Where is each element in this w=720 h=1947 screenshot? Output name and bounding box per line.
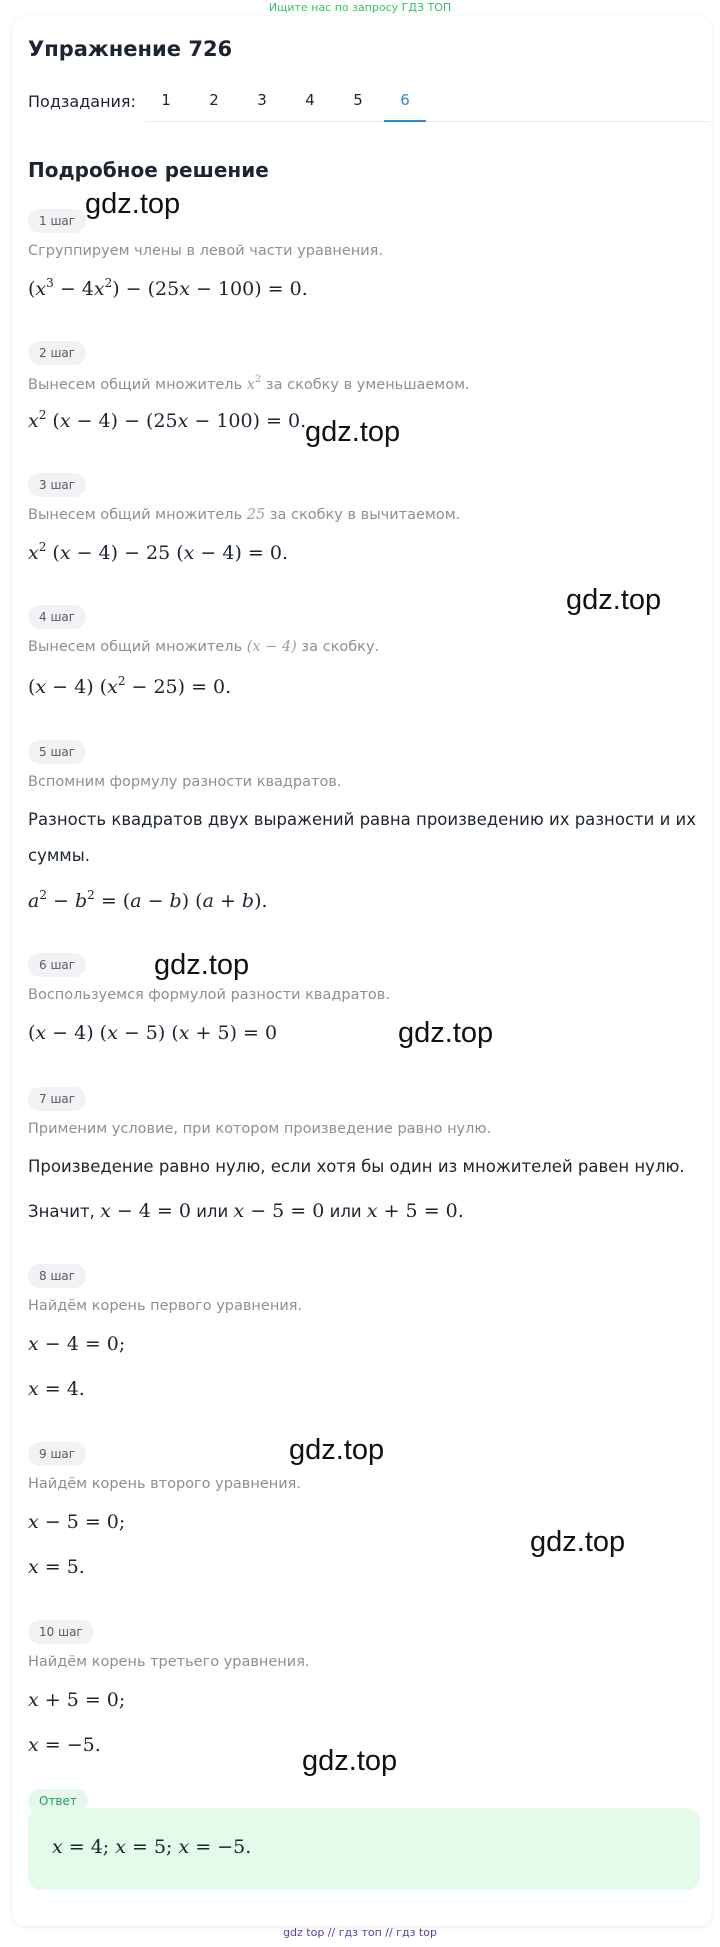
step-badge: 6 шаг: [28, 953, 86, 977]
math-line: (x − 4) $(x^2 - 25) = 0$.: [28, 674, 232, 698]
step-hint: Найдём корень второго уравнения.: [28, 1476, 301, 1492]
step-badge: 4 шаг: [28, 605, 86, 629]
answer-badge: Ответ: [28, 1789, 88, 1813]
step-hint: Вынесем общий множитель (x − 4) за скобку.: [28, 639, 380, 655]
step-badge: 5 шаг: [28, 740, 86, 764]
step-badge: 1 шаг: [28, 209, 86, 233]
math-line: $x^2$ (x − 4) − (25x − 100) = 0.: [28, 408, 307, 432]
math-line: $(x^3 - 4x^2) - (25x - 100) = 0$.: [28, 276, 308, 300]
tab-3[interactable]: 3: [257, 91, 267, 109]
tab-4[interactable]: 4: [305, 91, 315, 109]
tab-1[interactable]: 1: [161, 91, 171, 109]
step-hint: Найдём корень первого уравнения.: [28, 1298, 303, 1314]
subtasks-label: Подзадания:: [28, 92, 136, 111]
top-banner[interactable]: Ищите нас по запросу ГДЗ ТОП: [268, 1, 452, 14]
step-hint: Вынесем общий множитель $x^2$ за скобку в уменьшаемом.: [28, 374, 470, 393]
math-line: x = −5.: [28, 1734, 101, 1756]
watermark: gdz.top: [530, 1526, 626, 1558]
tab-6[interactable]: 6: [384, 82, 426, 122]
step-hint: Воспользуемся формулой разности квадратов.: [28, 987, 390, 1003]
math-line: x = 4.: [28, 1378, 85, 1400]
rule-text: Разность квадратов двух выражений равна произведению их разности и их: [28, 810, 697, 829]
step-badge: 9 шаг: [28, 1442, 86, 1466]
math-line: x − 4 = 0;: [28, 1333, 126, 1355]
step-hint: Применим условие, при котором произведение равно нулю.: [28, 1121, 492, 1137]
watermark: gdz.top: [289, 1434, 385, 1466]
exercise-card: [12, 16, 712, 1926]
watermark: gdz.top: [398, 1017, 494, 1049]
step-badge: 8 шаг: [28, 1264, 86, 1288]
step-hint: Сгруппируем члены в левой части уравнения.: [28, 243, 384, 259]
math-line: x = 5.: [28, 1556, 85, 1578]
math-line: (x − 4) (x − 5) (x + 5) = 0: [28, 1022, 278, 1044]
math-line: $a^2 - b^2 = (a - b) (a + b)$.: [28, 888, 268, 912]
watermark: gdz.top: [85, 188, 181, 220]
rule-text: суммы.: [28, 846, 91, 865]
watermark: gdz.top: [302, 1745, 398, 1777]
section-title: Подробное решение: [28, 158, 269, 182]
answer-math: x = 4; x = 5; x = −5.: [52, 1836, 252, 1858]
step-hint: Вспомним формулу разности квадратов.: [28, 774, 342, 790]
step-badge: 7 шаг: [28, 1087, 86, 1111]
step-badge: 3 шаг: [28, 473, 86, 497]
subtask-tabs: [145, 82, 710, 122]
math-line: x + 5 = 0;: [28, 1689, 126, 1711]
tab-5[interactable]: 5: [353, 91, 363, 109]
math-line: x − 5 = 0;: [28, 1511, 126, 1533]
page-title: Упражнение 726: [28, 37, 233, 61]
step-hint: Вынесем общий множитель 25 за скобку в вычитаемом.: [28, 507, 461, 523]
step-hint: Найдём корень третьего уравнения.: [28, 1654, 310, 1670]
conclusion-text: Значит, x − 4 = 0 или x − 5 = 0 или x + 5 = 0.: [28, 1200, 464, 1222]
rule-text: Произведение равно нулю, если хотя бы один из множителей равен нулю.: [28, 1157, 685, 1176]
step-badge: 2 шаг: [28, 341, 86, 365]
watermark: gdz.top: [154, 949, 250, 981]
step-badge: 10 шаг: [28, 1620, 94, 1644]
footer-links[interactable]: gdz top // гдз топ // гдз top: [283, 1926, 437, 1939]
watermark: gdz.top: [305, 416, 401, 448]
math-line: $x^2$ (x − 4) − 25 (x − 4) = 0.: [28, 540, 289, 564]
watermark: gdz.top: [566, 584, 662, 616]
tab-2[interactable]: 2: [209, 91, 219, 109]
